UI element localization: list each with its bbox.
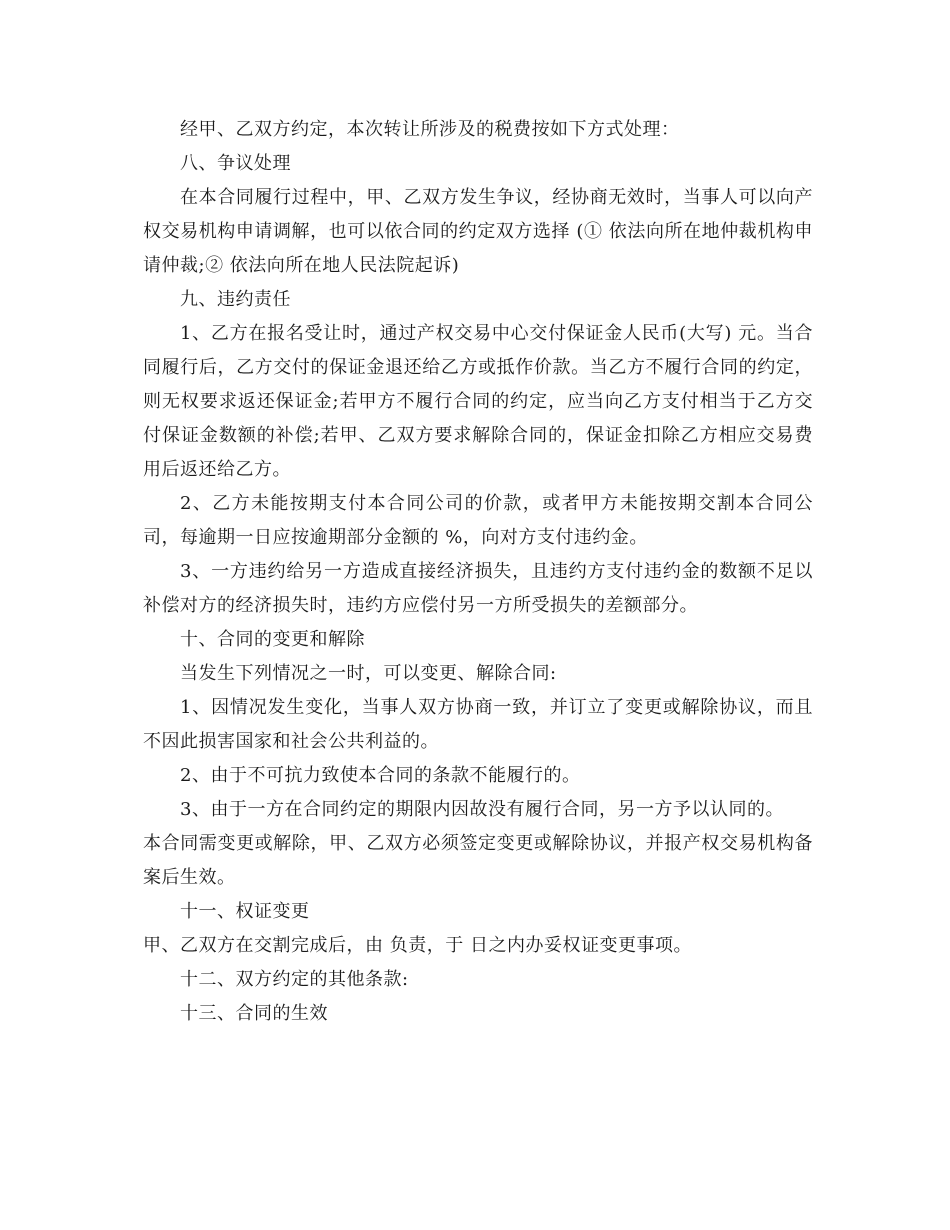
paragraph-tax-arrangement: 经甲、乙双方约定，本次转让所涉及的税费按如下方式处理： (180, 119, 680, 140)
paragraph-change-condition-3: 3、由于一方在合同约定的期限内因故没有履行合同，另一方予以认同的。 (180, 799, 784, 820)
heading-other-terms: 十二、双方约定的其他条款: (180, 969, 409, 990)
paragraph-breach-damages: 3、一方违约给另一方造成直接经济损失，且违约方支付违约金的数额不足以补偿对方的经济损失时，违约方应偿付另一方所受损失的差额部分。 (143, 561, 813, 616)
heading-contract-effect: 十三、合同的生效 (180, 1003, 328, 1024)
heading-contract-change: 十、合同的变更和解除 (180, 629, 365, 650)
paragraph-breach-late-payment: 2、乙方未能按期支付本合同公司的价款，或者甲方未能按期交割本合同公司，每逾期一日应按逾期部分金额的 %，向对方支付违约金。 (143, 493, 813, 548)
paragraph-change-condition-1: 1、因情况发生变化，当事人双方协商一致，并订立了变更或解除协议，而且不因此损害国家和社会公共利益的。 (143, 697, 813, 752)
paragraph-change-conditions: 当发生下列情况之一时，可以变更、解除合同: (180, 663, 557, 684)
heading-title-change: 十一、权证变更 (180, 901, 310, 922)
document-body (143, 113, 813, 1031)
paragraph-change-condition-2: 2、由于不可抗力致使本合同的条款不能履行的。 (180, 765, 581, 786)
heading-dispute-resolution: 八、争议处理 (180, 153, 291, 174)
heading-breach-liability: 九、违约责任 (180, 289, 291, 310)
paragraph-dispute-resolution: 在本合同履行过程中，甲、乙双方发生争议，经协商无效时，当事人可以向产权交易机构申请调解，也可以依合同的约定双方选择 (① 依法向所在地仲裁机构申请仲裁;② 依法向所在地人民法院起诉) (143, 187, 813, 276)
paragraph-title-change: 甲、乙双方在交割完成后，由 负责，于 日之内办妥权证变更事项。 (143, 935, 692, 956)
paragraph-change-procedure: 本合同需变更或解除，甲、乙双方必须签定变更或解除协议，并报产权交易机构备案后生效。 (143, 833, 813, 888)
paragraph-breach-deposit: 1、乙方在报名受让时，通过产权交易中心交付保证金人民币(大写) 元。当合同履行后，乙方交付的保证金退还给乙方或抵作价款。当乙方不履行合同的约定，则无权要求返还保证金;若甲方不履行合同的约定，应当向乙方支付相当于乙方交付保证金数额的补偿;若甲、乙双方要求解除合同的，保证金扣除乙方相应交易费用后返还给乙方。 (143, 323, 813, 480)
